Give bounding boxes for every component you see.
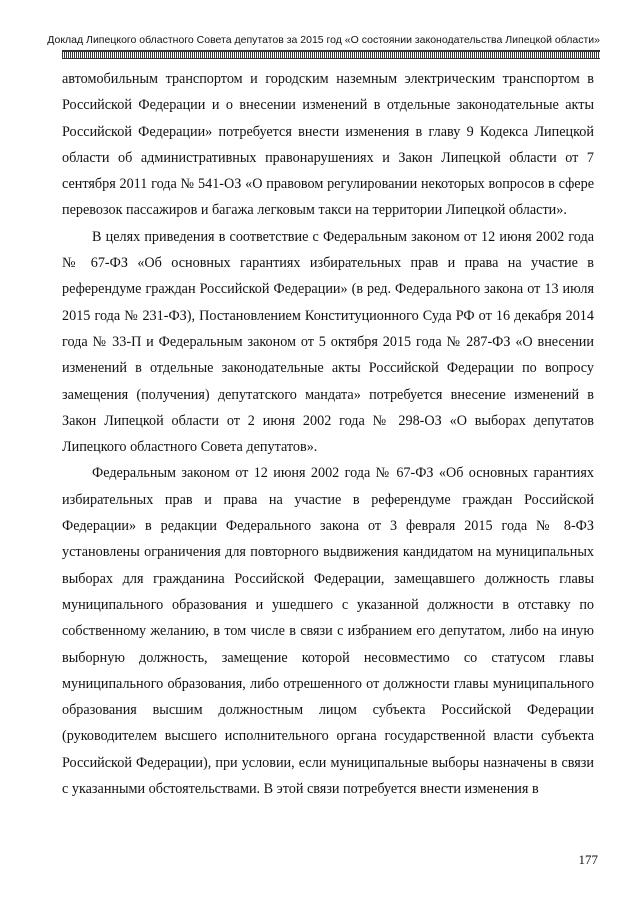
paragraph-continuation: автомобильным транспортом и городским наземным электрическим транспортом в Российской Федерации и о внесении изменений в отдельные законодательные акты Российской Федерации» потребуется внести изменения в главу 9 Кодекса Липецкой области об административных правонарушениях и Закон Липецкой области от 7 сентября 2011 года № 541-ОЗ «О правовом регулировании некоторых вопросов в сфере перевозок пассажиров и багажа легковым такси на территории Липецкой области». bbox=[62, 71, 594, 219]
page-number: 177 bbox=[578, 852, 598, 867]
running-header: Доклад Липецкого областного Совета депутатов за 2015 год «О состоянии законодательства Липецкой области» bbox=[47, 34, 600, 46]
header-rule bbox=[62, 50, 600, 59]
body-text bbox=[62, 66, 594, 802]
paragraph: В целях приведения в соответствие с Федеральным законом от 12 июня 2002 года № 67-ФЗ «Об основных гарантиях избирательных прав и права на участие в референдуме граждан Российской Федерации» (в ред. Федерального закона от 13 июля 2015 года № 231-ФЗ), Постановлением Конституционного Суда РФ от 16 декабря 2014 года № 33-П и Федеральным законом от 5 октября 2015 года № 287-ФЗ «О внесении изменений в отдельные законодательные акты Российской Федерации по вопросу замещения (получения) депутатского мандата» потребуется внесение изменений в Закон Липецкой области от 2 июня 2002 года № 298-ОЗ «О выборах депутатов Липецкого областного Совета депутатов». bbox=[62, 228, 594, 456]
paragraph: Федеральным законом от 12 июня 2002 года № 67-ФЗ «Об основных гарантиях избирательных прав и права на участие в референдуме граждан Российской Федерации» в редакции Федерального закона от 3 февраля 2015 года № 8-ФЗ установлены ограничения для повторного выдвижения кандидатом на муниципальных выборах для гражданина Российской Федерации, замещавшего должность главы муниципального образования и ушедшего с указанной должности в отставку по собственному желанию, в том числе в связи с избранием его депутатом, либо на иную выборную должность, замещение которой несовместимо со статусом главы муниципального образования, либо отрешенного от должности главы муниципального образования высшим должностным лицом субъекта Российской Федерации (руководителем высшего исполнительного органа государственной власти субъекта Российской Федерации), при условии, если муниципальные выборы назначены в связи с указанными обстоятельствами. В этой связи потребуется внести изменения в bbox=[62, 465, 594, 798]
